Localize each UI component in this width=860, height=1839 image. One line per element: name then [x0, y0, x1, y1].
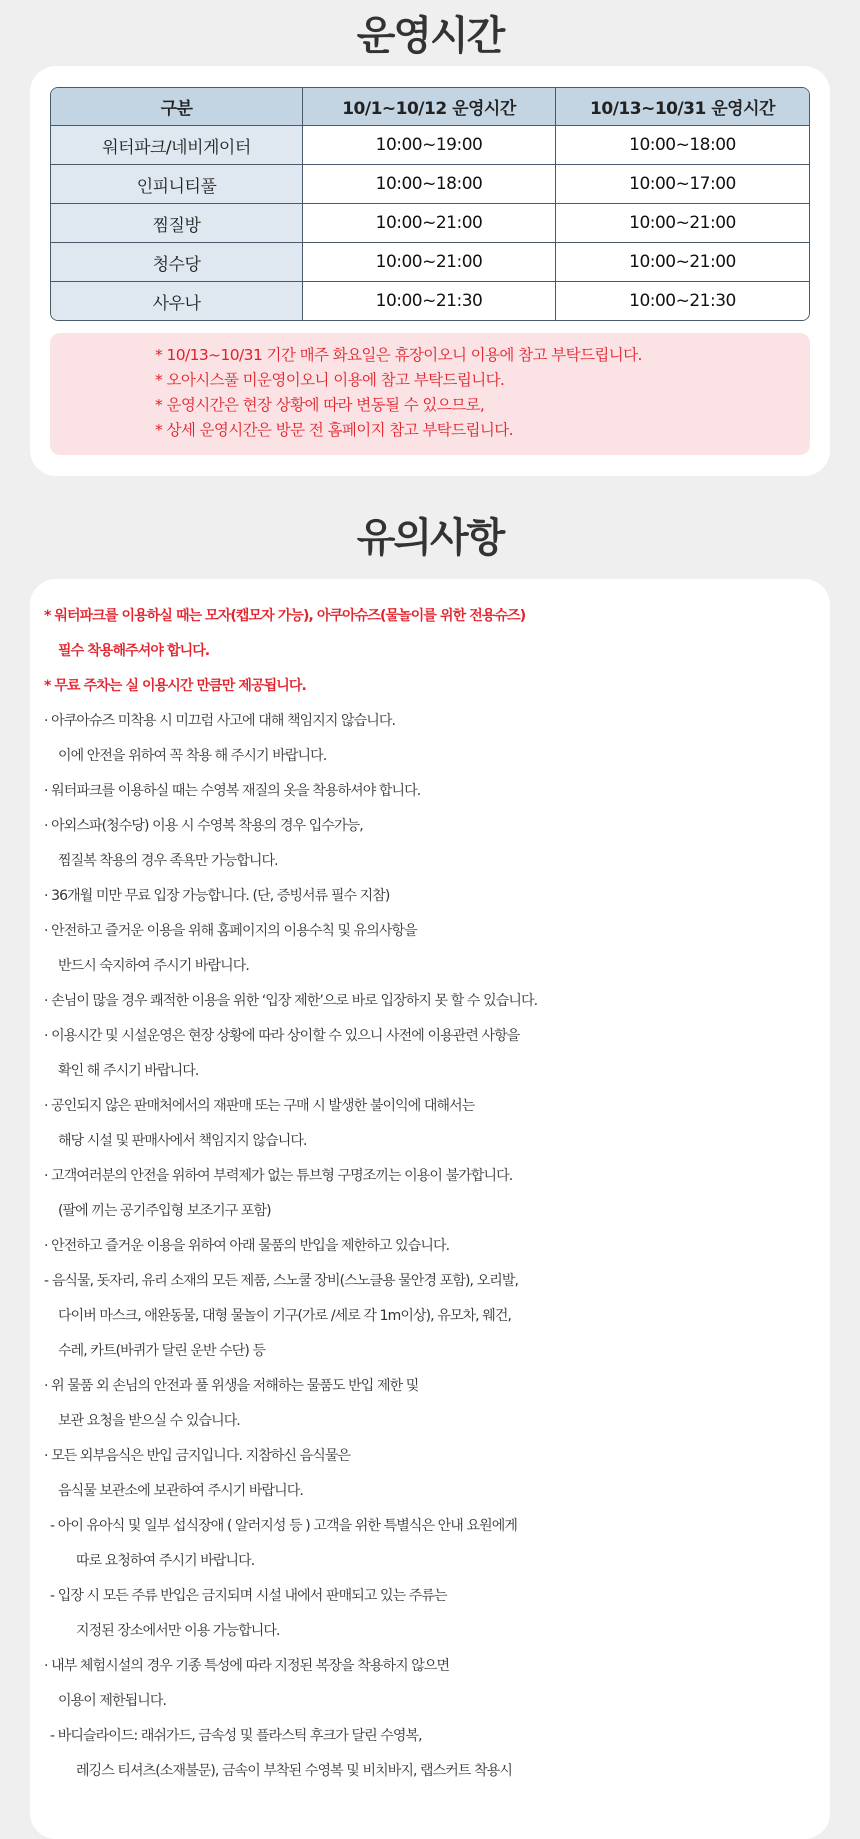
notice-line: * 운영시간은 현장 상황에 따라 변동될 수 있으므로,	[155, 396, 485, 414]
facility-name: 인피니티풀	[51, 165, 303, 204]
caution-line: 반드시 숙지하여 주시기 바랍니다.	[58, 958, 249, 974]
caution-line: · 아쿠아슈즈 미착용 시 미끄럼 사고에 대해 책임지지 않습니다.	[44, 713, 396, 729]
hours-period-2: 10:00~18:00	[556, 126, 809, 165]
hours-table	[50, 87, 810, 321]
hours-period-2: 10:00~21:00	[556, 243, 809, 282]
caution-line: · 모든 외부음식은 반입 금지입니다. 지참하신 음식물은	[44, 1448, 351, 1464]
notice-line: * 10/13~10/31 기간 매주 화요일은 휴장이오니 이용에 참고 부탁드립니다.	[155, 346, 642, 364]
caution-line: · 내부 체험시설의 경우 기종 특성에 따라 지정된 복장을 착용하지 않으면	[44, 1658, 450, 1674]
caution-line: 해당 시설 및 판매사에서 책임지지 않습니다.	[58, 1133, 307, 1149]
caution-list	[44, 599, 830, 1789]
caution-line: - 음식물, 돗자리, 유리 소재의 모든 제품, 스노쿨 장비(스노클용 물안경 포함), 오리발,	[44, 1273, 519, 1289]
caution-line: 찜질복 착용의 경우 족욕만 가능합니다.	[58, 853, 278, 869]
hours-notice-box	[50, 333, 810, 455]
caution-card	[30, 579, 830, 1839]
hours-period-1: 10:00~18:00	[303, 165, 556, 204]
facility-name: 찜질방	[51, 204, 303, 243]
caution-line: - 바디슬라이드: 래쉬가드, 금속성 및 플라스틱 후크가 달린 수영복,	[50, 1728, 422, 1744]
notice-line: * 상세 운영시간은 방문 전 홈페이지 참고 부탁드립니다.	[155, 421, 513, 439]
caution-highlight-line: * 워터파크를 이용하실 때는 모자(캡모자 가능), 아쿠아슈즈(물놀이를 위한 전용슈즈)	[44, 608, 526, 624]
header-category: 구분	[51, 88, 303, 126]
hours-card	[30, 66, 830, 476]
caution-line: 확인 해 주시기 바랍니다.	[58, 1063, 199, 1079]
hours-period-2: 10:00~21:00	[556, 204, 809, 243]
caution-line: · 위 물품 외 손님의 안전과 풀 위생을 저해하는 물품도 반입 제한 및	[44, 1378, 419, 1394]
hours-period-1: 10:00~21:00	[303, 204, 556, 243]
caution-line: · 36개월 미만 무료 입장 가능합니다. (단, 증빙서류 필수 지참)	[44, 888, 390, 904]
facility-name: 워터파크/네비게이터	[51, 126, 303, 165]
hours-period-1: 10:00~21:00	[303, 243, 556, 282]
caution-line: 보관 요청을 받으실 수 있습니다.	[58, 1413, 240, 1429]
table-row	[51, 126, 809, 165]
caution-line: · 공인되지 않은 판매처에서의 재판매 또는 구매 시 발생한 불이익에 대해서는	[44, 1098, 475, 1114]
caution-line: · 고객여러분의 안전을 위하여 부력제가 없는 튜브형 구명조끼는 이용이 불가합니다.	[44, 1168, 513, 1184]
caution-line: 지정된 장소에서만 이용 가능합니다.	[76, 1623, 280, 1639]
caution-line: 수레, 카트(바퀴가 달린 운반 수단) 등	[58, 1343, 266, 1359]
notice-line: * 오아시스풀 미운영이오니 이용에 참고 부탁드립니다.	[155, 371, 505, 389]
hours-header-row	[51, 88, 809, 126]
caution-line: - 아이 유아식 및 일부 섭식장애 ( 알러지성 등 ) 고객을 위한 특별식은 안내 요원에게	[50, 1518, 517, 1534]
hours-period-2: 10:00~17:00	[556, 165, 809, 204]
caution-line: · 안전하고 즐거운 이용을 위해 홈페이지의 이용수칙 및 유의사항을	[44, 923, 417, 939]
facility-name: 청수당	[51, 243, 303, 282]
caution-line: · 안전하고 즐거운 이용을 위하여 아래 물품의 반입을 제한하고 있습니다.	[44, 1238, 450, 1254]
hours-period-1: 10:00~19:00	[303, 126, 556, 165]
caution-line: · 손님이 많을 경우 쾌적한 이용을 위한 ‘입장 제한’으로 바로 입장하지 못 할 수 있습니다.	[44, 993, 538, 1009]
caution-line: 이용이 제한됩니다.	[58, 1693, 167, 1709]
caution-line: 레깅스 티셔츠(소재불문), 금속이 부착된 수영복 및 비치바지, 랩스커트 착용시	[76, 1763, 512, 1779]
caution-title: 유의사항	[356, 515, 504, 561]
table-row	[51, 204, 809, 243]
header-period-2: 10/13~10/31 운영시간	[556, 88, 809, 126]
caution-line: 다이버 마스크, 애완동물, 대형 물놀이 기구(가로 /세로 각 1m이상), 유모차, 웨건,	[58, 1308, 512, 1324]
caution-line: · 이용시간 및 시설운영은 현장 상황에 따라 상이할 수 있으니 사전에 이용관련 사항을	[44, 1028, 520, 1044]
caution-line: - 입장 시 모든 주류 반입은 금지되며 시설 내에서 판매되고 있는 주류는	[50, 1588, 447, 1604]
hours-period-1: 10:00~21:30	[303, 282, 556, 320]
caution-line: 따로 요청하여 주시기 바랍니다.	[76, 1553, 255, 1569]
facility-name: 사우나	[51, 282, 303, 320]
caution-line: 이에 안전을 위하여 꼭 착용 해 주시기 바랍니다.	[58, 748, 327, 764]
hours-period-2: 10:00~21:30	[556, 282, 809, 320]
caution-line: (팔에 끼는 공기주입형 보조기구 포함)	[58, 1203, 271, 1219]
caution-highlight-line: * 무료 주차는 실 이용시간 만큼만 제공됩니다.	[44, 678, 306, 694]
hours-title: 운영시간	[356, 13, 504, 59]
caution-highlight-line: 필수 착용해주셔야 합니다.	[58, 643, 210, 659]
caution-line: 음식물 보관소에 보관하여 주시기 바랍니다.	[58, 1483, 303, 1499]
table-row	[51, 243, 809, 282]
caution-line: · 워터파크를 이용하실 때는 수영복 재질의 옷을 착용하셔야 합니다.	[44, 783, 421, 799]
caution-line: · 아외스파(청수당) 이용 시 수영복 착용의 경우 입수가능,	[44, 818, 363, 834]
header-period-1: 10/1~10/12 운영시간	[303, 88, 556, 126]
table-row	[51, 165, 809, 204]
table-row	[51, 282, 809, 320]
